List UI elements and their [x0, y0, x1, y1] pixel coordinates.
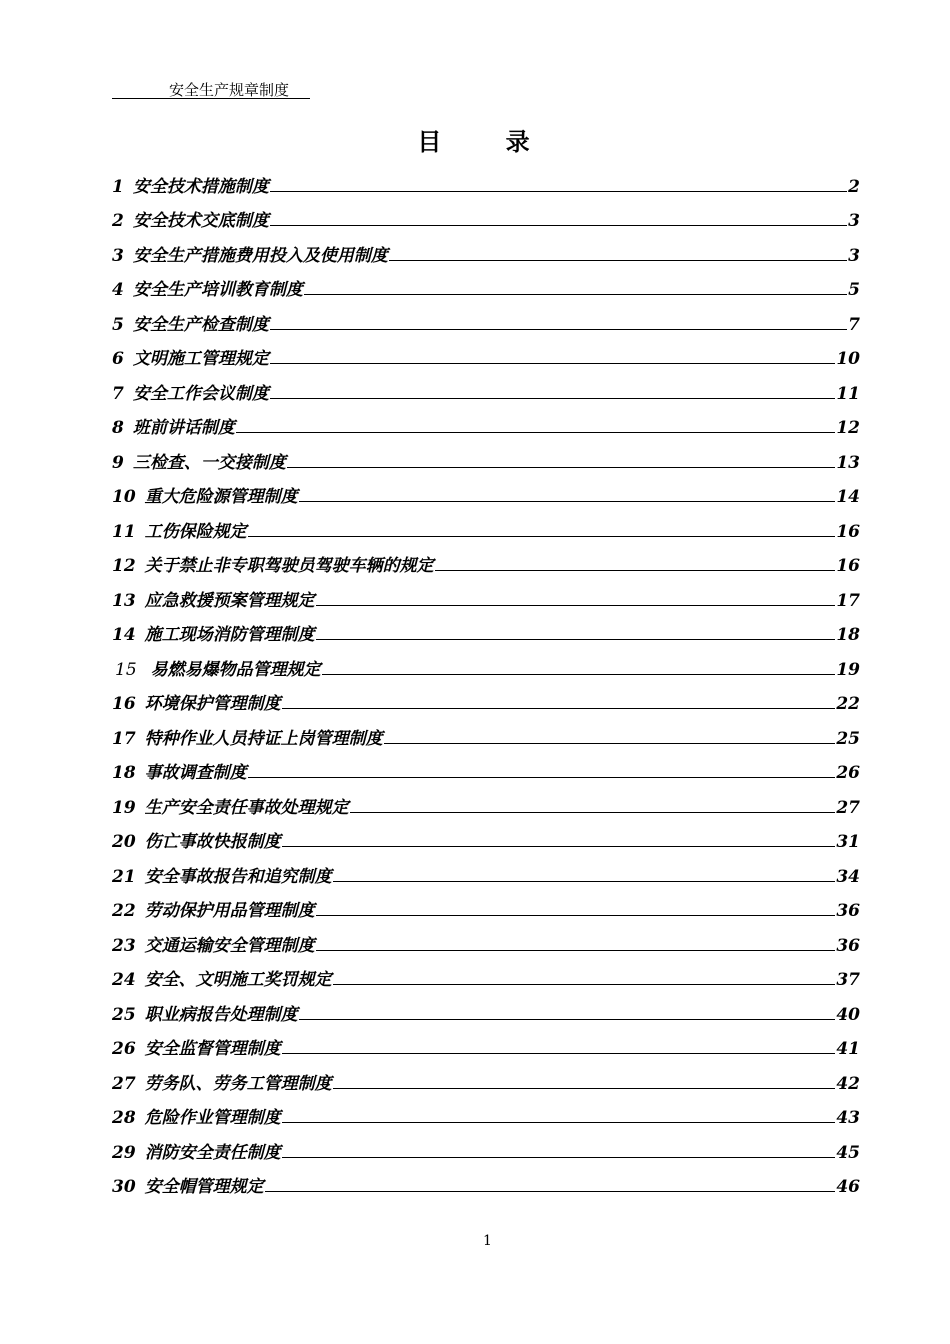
toc-leader-line — [304, 294, 847, 295]
toc-entry[interactable] — [112, 1094, 860, 1129]
toc-entry-page: 13 — [836, 452, 860, 473]
toc-entry-page: 27 — [836, 797, 860, 818]
toc-entry[interactable] — [112, 990, 860, 1025]
toc-entry[interactable] — [112, 1025, 860, 1060]
toc-leader-line — [287, 467, 835, 468]
toc-entry-title: 安全技术交底制度 — [132, 211, 269, 231]
toc-entry-number: 22 — [112, 901, 136, 921]
toc-entry-page: 36 — [836, 935, 860, 956]
toc-entry-number: 25 — [112, 1004, 136, 1025]
toc-entry[interactable] — [112, 300, 860, 335]
toc-entry-number: 30 — [112, 1177, 136, 1197]
toc-entry-title: 伤亡事故快报制度 — [144, 832, 281, 852]
toc-leader-line — [270, 363, 835, 364]
toc-entry-title: 职业病报告处理制度 — [144, 1004, 298, 1025]
toc-entry-page: 2 — [848, 176, 860, 197]
toc-leader-line — [316, 950, 836, 951]
toc-leader-line — [282, 1122, 836, 1123]
toc-leader-line — [282, 708, 836, 709]
toc-entry[interactable] — [112, 335, 860, 370]
toc-leader-line — [333, 881, 836, 882]
toc-entry[interactable] — [112, 714, 860, 749]
toc-entry[interactable] — [112, 921, 860, 956]
toc-entry-page: 34 — [836, 866, 860, 887]
toc-leader-line — [270, 191, 847, 192]
header-text: 安全生产规章制度 — [169, 81, 290, 99]
toc-entry-page: 26 — [836, 763, 860, 783]
toc-entry-page: 16 — [836, 521, 860, 542]
toc-entry-number: 24 — [112, 970, 136, 990]
toc-entry-page: 10 — [836, 349, 860, 369]
toc-entry-title: 工伤保险规定 — [144, 521, 247, 542]
table-of-contents — [112, 162, 860, 1197]
toc-leader-line — [270, 398, 835, 399]
toc-entry-number: 20 — [112, 832, 136, 852]
toc-entry-page: 22 — [836, 694, 860, 714]
toc-leader-line — [265, 1191, 836, 1192]
toc-leader-line — [316, 605, 836, 606]
toc-leader-line — [316, 639, 836, 640]
toc-entry-number: 9 — [112, 452, 124, 473]
toc-entry-number: 11 — [112, 521, 136, 542]
toc-entry[interactable] — [112, 852, 860, 887]
toc-entry-title: 消防安全责任制度 — [144, 1142, 281, 1163]
toc-entry-page: 7 — [848, 314, 860, 335]
toc-entry-page: 11 — [836, 383, 860, 404]
toc-entry-title: 安全监督管理制度 — [144, 1039, 281, 1059]
toc-entry-title: 应急救援预案管理规定 — [144, 590, 315, 611]
toc-entry[interactable] — [112, 542, 860, 577]
toc-entry-title: 施工现场消防管理制度 — [144, 625, 315, 645]
toc-entry[interactable] — [112, 887, 860, 922]
toc-entry-title: 环境保护管理制度 — [144, 694, 281, 714]
toc-entry-title: 事故调查制度 — [144, 763, 247, 783]
toc-entry-title: 关于禁止非专职驾驶员驾驶车辆的规定 — [144, 556, 434, 576]
toc-entry-title: 安全技术措施制度 — [132, 176, 269, 197]
toc-entry-title: 交通运输安全管理制度 — [144, 935, 315, 956]
toc-entry-number: 5 — [112, 314, 124, 335]
toc-entry-page: 3 — [848, 245, 860, 266]
toc-entry-page: 18 — [836, 625, 860, 645]
toc-entry-title: 劳务队、劳务工管理制度 — [144, 1073, 332, 1094]
toc-leader-line — [384, 743, 836, 744]
toc-entry-title: 易燃易爆物品管理规定 — [150, 659, 321, 680]
toc-entry-page: 45 — [836, 1142, 860, 1163]
toc-entry-page: 25 — [836, 728, 860, 749]
toc-entry-number: 29 — [112, 1142, 136, 1163]
toc-entry-page: 5 — [848, 280, 860, 300]
toc-entry[interactable] — [112, 162, 860, 197]
toc-entry-page: 42 — [836, 1073, 860, 1094]
toc-entry-number: 18 — [112, 763, 136, 783]
toc-leader-line — [299, 1019, 836, 1020]
toc-entry[interactable] — [112, 680, 860, 715]
toc-entry[interactable] — [112, 369, 860, 404]
toc-entry-number: 13 — [112, 590, 136, 611]
toc-entry-title: 三检查、一交接制度 — [132, 452, 286, 473]
toc-entry-number: 23 — [112, 935, 136, 956]
toc-entry[interactable] — [112, 956, 860, 991]
toc-entry-number: 14 — [112, 625, 136, 645]
toc-entry[interactable] — [112, 266, 860, 301]
toc-entry-number: 4 — [112, 280, 124, 300]
toc-leader-line — [248, 777, 836, 778]
toc-entry-title: 安全生产检查制度 — [132, 314, 269, 335]
toc-entry-title: 安全、文明施工奖罚规定 — [144, 970, 332, 990]
toc-leader-line — [322, 674, 836, 675]
toc-entry[interactable] — [112, 1059, 860, 1094]
toc-entry-title: 文明施工管理规定 — [132, 349, 269, 369]
toc-entry[interactable] — [112, 231, 860, 266]
toc-entry-page: 31 — [836, 832, 860, 852]
toc-entry-number: 19 — [112, 797, 136, 818]
toc-entry-number: 26 — [112, 1039, 136, 1059]
toc-entry-number: 12 — [112, 556, 136, 576]
toc-entry-number: 1 — [112, 176, 124, 197]
toc-entry[interactable] — [112, 404, 860, 439]
toc-entry-title: 危险作业管理制度 — [144, 1108, 281, 1128]
toc-entry-number: 27 — [112, 1073, 136, 1094]
toc-entry-page: 17 — [836, 590, 860, 611]
toc-entry-number: 10 — [112, 487, 136, 507]
toc-entry-number: 16 — [112, 694, 136, 714]
toc-entry-page: 3 — [848, 211, 860, 231]
toc-entry-page: 41 — [836, 1039, 860, 1059]
toc-leader-line — [236, 432, 835, 433]
toc-leader-line — [282, 846, 836, 847]
toc-entry-number: 15 — [115, 659, 137, 680]
toc-entry-title: 劳动保护用品管理制度 — [144, 901, 315, 921]
toc-entry-page: 37 — [836, 970, 860, 990]
toc-leader-line — [270, 225, 847, 226]
toc-entry[interactable] — [112, 438, 860, 473]
toc-entry-page: 12 — [836, 418, 860, 438]
toc-leader-line — [299, 501, 836, 502]
toc-leader-line — [282, 1157, 836, 1158]
toc-entry-title: 特种作业人员持证上岗管理制度 — [144, 728, 383, 749]
toc-leader-line — [248, 536, 836, 537]
toc-entry-page: 46 — [836, 1177, 860, 1197]
toc-entry-title: 班前讲话制度 — [132, 418, 235, 438]
toc-entry[interactable] — [112, 783, 860, 818]
toc-leader-line — [282, 1053, 836, 1054]
toc-leader-line — [389, 260, 847, 261]
toc-entry-page: 40 — [836, 1004, 860, 1025]
toc-entry[interactable] — [112, 611, 860, 646]
toc-entry-number: 2 — [112, 211, 124, 231]
toc-entry-title: 重大危险源管理制度 — [144, 487, 298, 507]
toc-entry-number: 3 — [112, 245, 124, 266]
toc-leader-line — [350, 812, 836, 813]
toc-entry[interactable] — [112, 818, 860, 853]
toc-entry-title: 安全事故报告和追究制度 — [144, 866, 332, 887]
toc-entry-number: 28 — [112, 1108, 136, 1128]
page-number: 1 — [483, 1233, 492, 1249]
toc-leader-line — [333, 1088, 836, 1089]
toc-entry[interactable] — [112, 576, 860, 611]
toc-entry[interactable] — [112, 1128, 860, 1163]
toc-leader-line — [270, 329, 847, 330]
toc-entry-page: 14 — [836, 487, 860, 507]
toc-leader-line — [333, 984, 836, 985]
toc-entry[interactable] — [112, 749, 860, 784]
toc-entry-number: 21 — [112, 866, 136, 887]
toc-entry[interactable] — [112, 197, 860, 232]
toc-entry[interactable] — [112, 507, 860, 542]
page-header — [112, 78, 310, 99]
toc-leader-line — [316, 915, 836, 916]
toc-entry-title: 安全工作会议制度 — [132, 383, 269, 404]
toc-entry-page: 16 — [836, 556, 860, 576]
toc-entry-title: 安全生产措施费用投入及使用制度 — [132, 245, 388, 266]
toc-entry-title: 安全生产培训教育制度 — [132, 280, 303, 300]
toc-entry-number: 6 — [112, 349, 124, 369]
page-title: 目 录 — [417, 128, 558, 156]
toc-entry-number: 8 — [112, 418, 124, 438]
toc-entry-title: 生产安全责任事故处理规定 — [144, 797, 349, 818]
toc-entry-page: 19 — [836, 659, 860, 680]
toc-entry-number: 17 — [112, 728, 136, 749]
toc-entry-page: 36 — [836, 901, 860, 921]
toc-entry-page: 43 — [836, 1108, 860, 1128]
toc-entry[interactable] — [112, 1163, 860, 1198]
toc-entry[interactable] — [112, 645, 860, 680]
toc-entry-number: 7 — [112, 383, 124, 404]
toc-entry-title: 安全帽管理规定 — [144, 1177, 264, 1197]
toc-entry[interactable] — [112, 473, 860, 508]
toc-leader-line — [435, 570, 836, 571]
